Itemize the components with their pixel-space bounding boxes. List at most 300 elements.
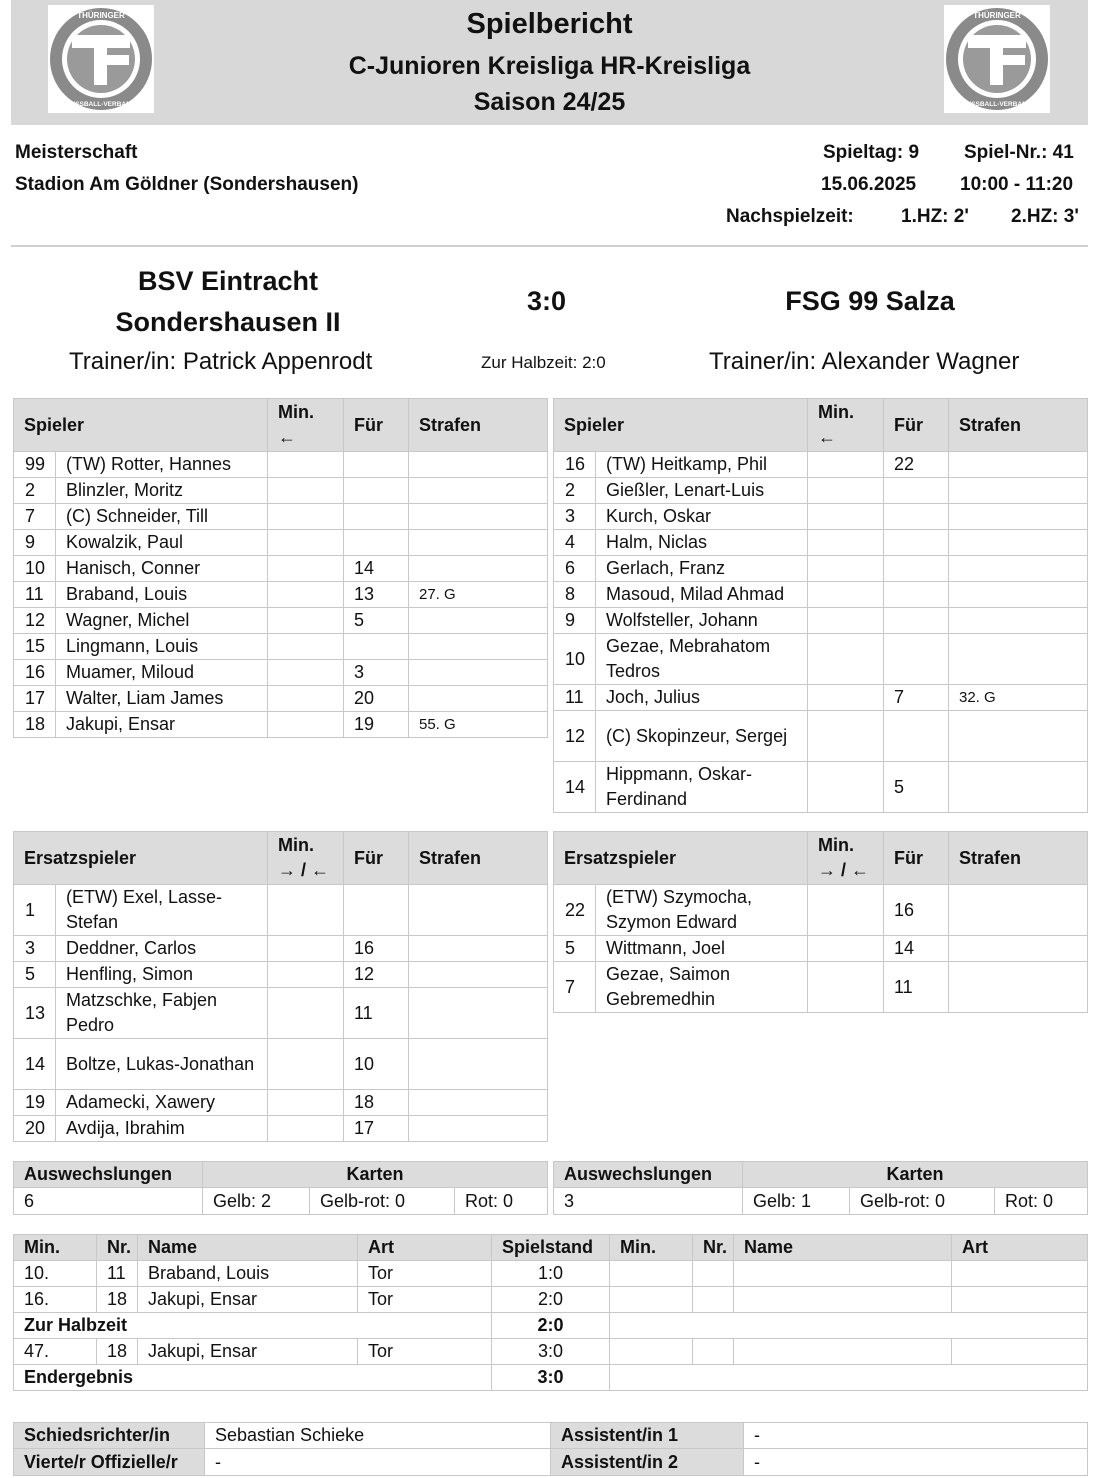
player-minute: [268, 530, 344, 556]
substituted-for: 16: [344, 936, 409, 962]
stoppage-label: Nachspielzeit:: [726, 206, 854, 227]
table-row: [14, 1449, 1088, 1476]
player-name: Kurch, Oskar: [596, 504, 808, 530]
player-name: (ETW) Exel, Lasse-Stefan: [56, 885, 268, 936]
event-player: Jakupi, Ensar: [138, 1339, 358, 1365]
home-subs-table: [13, 831, 548, 1142]
event-minute: 47.: [14, 1339, 97, 1365]
player-name: Joch, Julius: [596, 685, 808, 711]
event-player: Jakupi, Ensar: [138, 1287, 358, 1313]
player-minute: [268, 504, 344, 530]
player-number: 14: [554, 762, 596, 813]
col-player: Spieler: [554, 399, 808, 452]
stoppage-second-half: 2.HZ: 3': [1011, 206, 1079, 227]
player-penalty: [409, 1039, 548, 1090]
player-penalty: [409, 885, 548, 936]
table-header-row: [554, 832, 1088, 885]
col-ev-min-away: Min.: [610, 1235, 693, 1261]
player-minute: [268, 712, 344, 738]
player-minute: [808, 530, 884, 556]
player-number: 10: [554, 634, 596, 685]
player-name: (ETW) Szymocha, Szymon Edward: [596, 885, 808, 936]
table-row: [14, 530, 548, 556]
substituted-for: [344, 452, 409, 478]
player-name: Kowalzik, Paul: [56, 530, 268, 556]
player-penalty: [409, 988, 548, 1039]
player-name: Boltze, Lukas-Jonathan: [56, 1039, 268, 1090]
player-penalty: [949, 504, 1088, 530]
fourth-official-name: -: [205, 1449, 551, 1476]
event-player: Braband, Louis: [138, 1261, 358, 1287]
event-number: 11: [97, 1261, 138, 1287]
table-row: [14, 1287, 1088, 1313]
player-penalty: [949, 962, 1088, 1013]
table-row: [14, 1261, 1088, 1287]
player-minute: [268, 885, 344, 936]
player-name: Braband, Louis: [56, 582, 268, 608]
matchday: Spieltag: 9: [823, 142, 920, 163]
home-lineup-table: [13, 398, 548, 738]
player-name: Blinzler, Moritz: [56, 478, 268, 504]
home-team-line2: Sondershausen II: [115, 307, 341, 337]
table-row: [14, 936, 548, 962]
player-penalty: 32. G: [949, 685, 1088, 711]
col-substitutions: Auswechslungen: [14, 1162, 203, 1188]
assistant1-label: Assistent/in 1: [551, 1423, 744, 1449]
player-minute: [268, 660, 344, 686]
final-score: 3:0: [527, 286, 567, 316]
col-penalties: Strafen: [949, 832, 1088, 885]
substituted-for: [344, 478, 409, 504]
col-ev-name: Name: [138, 1235, 358, 1261]
player-penalty: [949, 582, 1088, 608]
col-min: Min. → / ←: [808, 832, 884, 885]
table-row: [14, 1116, 548, 1142]
table-header-row: [14, 1162, 548, 1188]
substituted-for: 13: [344, 582, 409, 608]
player-name: Walter, Liam James: [56, 686, 268, 712]
player-penalty: [409, 504, 548, 530]
player-number: 2: [14, 478, 56, 504]
substituted-for: 18: [344, 1090, 409, 1116]
player-number: 10: [14, 556, 56, 582]
player-name: Gezae, Saimon Gebremedhin: [596, 962, 808, 1013]
player-name: Wittmann, Joel: [596, 936, 808, 962]
substituted-for: [884, 556, 949, 582]
player-penalty: [949, 711, 1088, 762]
substitutions-count: 6: [14, 1188, 203, 1215]
table-row: [14, 962, 548, 988]
event-type: Tor: [358, 1339, 492, 1365]
player-minute: [808, 685, 884, 711]
player-minute: [808, 478, 884, 504]
table-row: [14, 634, 548, 660]
col-substitute: Ersatzspieler: [14, 832, 268, 885]
player-minute: [808, 936, 884, 962]
player-name: (TW) Heitkamp, Phil: [596, 452, 808, 478]
substitutions-count: 3: [554, 1188, 743, 1215]
report-title: Spielbericht: [466, 8, 633, 40]
table-row: [14, 1188, 548, 1215]
home-trainer: Trainer/in: Patrick Appenrodt: [69, 348, 373, 375]
player-penalty: [409, 530, 548, 556]
col-ev-type-away: Art: [952, 1235, 1088, 1261]
referee-label: Schiedsrichter/in: [14, 1423, 205, 1449]
player-name: Gezae, Mebrahatom Tedros: [596, 634, 808, 685]
player-name: Wagner, Michel: [56, 608, 268, 634]
tfv-logo-right: [944, 5, 1050, 113]
player-penalty: [409, 1116, 548, 1142]
season: Saison 24/25: [473, 88, 626, 116]
table-row: [14, 1039, 548, 1090]
table-row: [14, 504, 548, 530]
player-number: 9: [554, 608, 596, 634]
substituted-for: 22: [884, 452, 949, 478]
table-row: [554, 962, 1088, 1013]
player-number: 9: [14, 530, 56, 556]
player-number: 17: [14, 686, 56, 712]
col-for: Für: [344, 399, 409, 452]
assistant2-name: -: [744, 1449, 1088, 1476]
substituted-for: [884, 608, 949, 634]
player-minute: [268, 962, 344, 988]
table-header-row: [554, 1162, 1088, 1188]
substituted-for: [884, 711, 949, 762]
table-row: [14, 1339, 1088, 1365]
player-penalty: [409, 962, 548, 988]
player-minute: [808, 711, 884, 762]
event-score: 1:0: [492, 1261, 610, 1287]
player-penalty: [409, 608, 548, 634]
player-number: 19: [14, 1090, 56, 1116]
final-label: Endergebnis: [14, 1365, 492, 1391]
event-minute: 10.: [14, 1261, 97, 1287]
table-row: [14, 1423, 1088, 1449]
association-logo: [944, 5, 1050, 113]
col-for: Für: [884, 832, 949, 885]
player-name: Henfling, Simon: [56, 962, 268, 988]
player-number: 18: [14, 712, 56, 738]
fourth-official-label: Vierte/r Offizielle/r: [14, 1449, 205, 1476]
col-cards: Karten: [743, 1162, 1088, 1188]
substituted-for: [344, 504, 409, 530]
player-number: 7: [554, 962, 596, 1013]
player-number: 2: [554, 478, 596, 504]
player-minute: [268, 686, 344, 712]
player-penalty: 55. G: [409, 712, 548, 738]
player-name: Muamer, Miloud: [56, 660, 268, 686]
table-row: [554, 608, 1088, 634]
col-penalties: Strafen: [409, 399, 548, 452]
substituted-for: [344, 885, 409, 936]
player-name: Matzschke, Fabjen Pedro: [56, 988, 268, 1039]
player-minute: [268, 582, 344, 608]
table-row: [554, 634, 1088, 685]
halftime-row: [14, 1313, 1088, 1339]
player-penalty: [409, 1090, 548, 1116]
halftime-result: 2:0: [492, 1313, 610, 1339]
svg-text:THÜRINGER: THÜRINGER: [77, 11, 125, 20]
away-lineup-table: [553, 398, 1088, 813]
player-name: Masoud, Milad Ahmad: [596, 582, 808, 608]
player-name: Gießler, Lenart-Luis: [596, 478, 808, 504]
player-number: 5: [554, 936, 596, 962]
table-row: [554, 582, 1088, 608]
table-header-row: [14, 1235, 1088, 1261]
substituted-for: 7: [884, 685, 949, 711]
player-penalty: [949, 885, 1088, 936]
player-name: Hanisch, Conner: [56, 556, 268, 582]
table-row: [554, 762, 1088, 813]
player-penalty: [949, 530, 1088, 556]
player-number: 99: [14, 452, 56, 478]
match-time: 10:00 - 11:20: [960, 174, 1074, 195]
player-name: Adamecki, Xawery: [56, 1090, 268, 1116]
event-score: 2:0: [492, 1287, 610, 1313]
table-row: [14, 478, 548, 504]
player-minute: [268, 608, 344, 634]
substituted-for: [344, 634, 409, 660]
player-penalty: [949, 478, 1088, 504]
substituted-for: 11: [344, 988, 409, 1039]
event-score: 3:0: [492, 1339, 610, 1365]
table-row: [14, 556, 548, 582]
match-number: Spiel-Nr.: 41: [964, 142, 1074, 163]
red-cards: Rot: 0: [455, 1188, 548, 1215]
event-type: Tor: [358, 1261, 492, 1287]
event-minute: 16.: [14, 1287, 97, 1313]
col-ev-type: Art: [358, 1235, 492, 1261]
table-header-row: [554, 399, 1088, 452]
table-header-row: [14, 832, 548, 885]
col-penalties: Strafen: [409, 832, 548, 885]
col-ev-nr: Nr.: [97, 1235, 138, 1261]
player-penalty: [409, 556, 548, 582]
player-penalty: [409, 478, 548, 504]
player-name: Lingmann, Louis: [56, 634, 268, 660]
player-minute: [268, 1116, 344, 1142]
player-number: 6: [554, 556, 596, 582]
player-number: 14: [14, 1039, 56, 1090]
player-minute: [808, 504, 884, 530]
player-number: 16: [14, 660, 56, 686]
substituted-for: 17: [344, 1116, 409, 1142]
player-name: Hippmann, Oskar-Ferdinand: [596, 762, 808, 813]
substituted-for: [884, 634, 949, 685]
report-header: [11, 0, 1088, 125]
substituted-for: 16: [884, 885, 949, 936]
player-number: 7: [14, 504, 56, 530]
table-row: [14, 452, 548, 478]
col-player: Spieler: [14, 399, 268, 452]
table-row: [14, 1090, 548, 1116]
col-ev-nr-away: Nr.: [693, 1235, 734, 1261]
player-name: Jakupi, Ensar: [56, 712, 268, 738]
player-number: 3: [554, 504, 596, 530]
substituted-for: 12: [344, 962, 409, 988]
table-header-row: [14, 399, 548, 452]
table-row: [554, 885, 1088, 936]
player-minute: [268, 634, 344, 660]
home-team-name: [78, 261, 378, 343]
substituted-for: [344, 530, 409, 556]
player-penalty: [949, 936, 1088, 962]
player-name: (C) Schneider, Till: [56, 504, 268, 530]
player-minute: [808, 556, 884, 582]
player-minute: [268, 452, 344, 478]
player-minute: [808, 582, 884, 608]
table-row: [554, 556, 1088, 582]
table-row: [554, 452, 1088, 478]
substituted-for: 10: [344, 1039, 409, 1090]
event-number: 18: [97, 1339, 138, 1365]
svg-text:FUSSBALL-VERBAND: FUSSBALL-VERBAND: [66, 101, 136, 108]
col-cards: Karten: [203, 1162, 548, 1188]
halftime-score: Zur Halbzeit: 2:0: [481, 353, 606, 372]
final-row: [14, 1365, 1088, 1391]
col-substitute: Ersatzspieler: [554, 832, 808, 885]
svg-text:THÜRINGER: THÜRINGER: [973, 11, 1021, 20]
player-penalty: [409, 634, 548, 660]
col-ev-name-away: Name: [734, 1235, 952, 1261]
substituted-for: [884, 582, 949, 608]
table-row: [14, 712, 548, 738]
player-number: 8: [554, 582, 596, 608]
substituted-for: 11: [884, 962, 949, 1013]
player-number: 3: [14, 936, 56, 962]
table-row: [554, 936, 1088, 962]
substituted-for: 20: [344, 686, 409, 712]
substituted-for: [884, 478, 949, 504]
col-ev-score: Spielstand: [492, 1235, 610, 1261]
svg-text:FUSSBALL-VERBAND: FUSSBALL-VERBAND: [962, 101, 1032, 108]
table-row: [14, 988, 548, 1039]
player-minute: [268, 1090, 344, 1116]
yellow-red-cards: Gelb-rot: 0: [310, 1188, 455, 1215]
player-minute: [808, 608, 884, 634]
table-row: [554, 530, 1088, 556]
goal-events-table: [13, 1234, 1088, 1391]
stoppage-first-half: 1.HZ: 2': [901, 206, 969, 227]
player-number: 20: [14, 1116, 56, 1142]
substituted-for: [884, 504, 949, 530]
player-name: Gerlach, Franz: [596, 556, 808, 582]
player-number: 12: [14, 608, 56, 634]
table-row: [14, 608, 548, 634]
table-row: [554, 1188, 1088, 1215]
col-min: Min. ←: [808, 399, 884, 452]
player-penalty: 27. G: [409, 582, 548, 608]
substituted-for: 5: [344, 608, 409, 634]
player-number: 11: [14, 582, 56, 608]
player-penalty: [949, 452, 1088, 478]
player-number: 12: [554, 711, 596, 762]
player-number: 16: [554, 452, 596, 478]
col-ev-min: Min.: [14, 1235, 97, 1261]
table-row: [14, 660, 548, 686]
substituted-for: 3: [344, 660, 409, 686]
home-team-line1: BSV Eintracht: [137, 266, 319, 296]
yellow-cards: Gelb: 1: [743, 1188, 850, 1215]
player-number: 4: [554, 530, 596, 556]
player-penalty: [949, 634, 1088, 685]
match-type: Meisterschaft: [15, 142, 138, 163]
league-name: C-Junioren Kreisliga HR-Kreisliga: [348, 52, 751, 80]
player-number: 11: [554, 685, 596, 711]
red-cards: Rot: 0: [995, 1188, 1088, 1215]
away-trainer: Trainer/in: Alexander Wagner: [709, 348, 1020, 375]
table-row: [14, 582, 548, 608]
substituted-for: 5: [884, 762, 949, 813]
player-number: 1: [14, 885, 56, 936]
table-row: [14, 686, 548, 712]
substituted-for: 14: [344, 556, 409, 582]
col-for: Für: [344, 832, 409, 885]
divider: [11, 245, 1088, 247]
away-subs-table: [553, 831, 1088, 1013]
substituted-for: [884, 530, 949, 556]
assistant1-name: -: [744, 1423, 1088, 1449]
col-for: Für: [884, 399, 949, 452]
col-min: Min. → / ←: [268, 832, 344, 885]
event-type: Tor: [358, 1287, 492, 1313]
table-row: [554, 478, 1088, 504]
player-penalty: [409, 660, 548, 686]
yellow-cards: Gelb: 2: [203, 1188, 310, 1215]
player-name: Deddner, Carlos: [56, 936, 268, 962]
table-row: [554, 685, 1088, 711]
table-row: [14, 885, 548, 936]
player-penalty: [949, 608, 1088, 634]
referee-name: Sebastian Schieke: [205, 1423, 551, 1449]
event-number: 18: [97, 1287, 138, 1313]
yellow-red-cards: Gelb-rot: 0: [850, 1188, 995, 1215]
player-number: 15: [14, 634, 56, 660]
player-minute: [808, 634, 884, 685]
match-date: 15.06.2025: [821, 174, 917, 195]
player-penalty: [409, 686, 548, 712]
player-minute: [268, 936, 344, 962]
assistant2-label: Assistent/in 2: [551, 1449, 744, 1476]
home-summary-table: [13, 1161, 548, 1215]
col-penalties: Strafen: [949, 399, 1088, 452]
away-team-name: FSG 99 Salza: [785, 286, 955, 316]
final-result: 3:0: [492, 1365, 610, 1391]
substituted-for: 19: [344, 712, 409, 738]
venue: Stadion Am Göldner (Sondershausen): [15, 174, 359, 195]
player-name: Halm, Niclas: [596, 530, 808, 556]
table-row: [554, 711, 1088, 762]
col-min: Min. ←: [268, 399, 344, 452]
player-minute: [268, 1039, 344, 1090]
player-minute: [808, 762, 884, 813]
player-name: Avdija, Ibrahim: [56, 1116, 268, 1142]
player-name: Wolfsteller, Johann: [596, 608, 808, 634]
player-penalty: [409, 936, 548, 962]
away-summary-table: [553, 1161, 1088, 1215]
col-substitutions: Auswechslungen: [554, 1162, 743, 1188]
player-minute: [268, 988, 344, 1039]
halftime-label: Zur Halbzeit: [14, 1313, 492, 1339]
player-name: (C) Skopinzeur, Sergej: [596, 711, 808, 762]
player-number: 13: [14, 988, 56, 1039]
player-minute: [808, 452, 884, 478]
player-number: 22: [554, 885, 596, 936]
player-penalty: [409, 452, 548, 478]
player-minute: [268, 556, 344, 582]
player-penalty: [949, 556, 1088, 582]
substituted-for: 14: [884, 936, 949, 962]
